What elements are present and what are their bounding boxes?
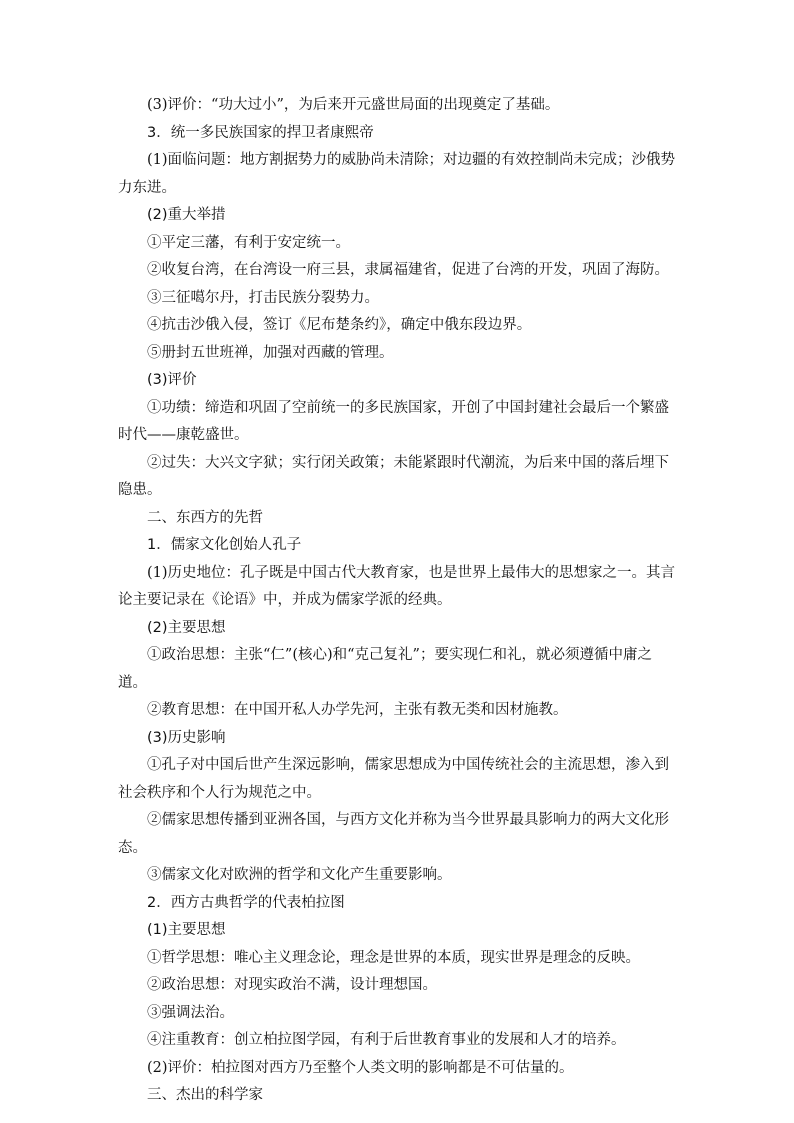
list-item-influence-2: ②儒家思想传播到亚洲各国，与西方文化并称为当今世界最具影响力的两大文化形态。 [118, 812, 669, 856]
subheading-major-measures: (2)重大举措 [147, 207, 226, 223]
list-item-politics: ②政治思想：对现实政治不满，设计理想国。 [147, 977, 437, 993]
subheading-evaluation-kangxi: (3)评价 [147, 372, 197, 388]
list-item-measure-2: ②收复台湾，在台湾设一府三县，隶属福建省，促进了台湾的开发，巩固了海防。 [147, 262, 669, 278]
section-heading-plato: 2．西方古典哲学的代表柏拉图 [147, 894, 345, 911]
list-item-influence-1: ①孔子对中国后世产生深远影响，儒家思想成为中国传统社会的主流思想，渗入到社会秩序和个人行为规范之中。 [118, 757, 669, 801]
paragraph-historical-status: (1)历史地位：孔子既是中国古代大教育家，也是世界上最伟大的思想家之一。其言论主要记录在《论语》中，并成为儒家学派的经典。 [118, 564, 676, 608]
document-page [118, 92, 678, 1110]
list-item-education-thought: ②教育思想：在中国开私人办学先河，主张有教无类和因材施教。 [147, 702, 568, 718]
section-heading-kangxi: 3．统一多民族国家的捍卫者康熙帝 [147, 124, 374, 141]
paragraph-evaluation-plato: (2)评价：柏拉图对西方乃至整个人类文明的影响都是不可估量的。 [147, 1059, 574, 1076]
list-item-fault: ②过失：大兴文字狱；实行闭关政策；未能紧跟时代潮流，为后来中国的落后埋下隐患。 [118, 454, 669, 498]
section-heading-scientists: 三、杰出的科学家 [147, 1087, 263, 1103]
list-item-measure-3: ③三征噶尔丹，打击民族分裂势力。 [147, 289, 379, 306]
list-item-philosophy: ①哲学思想：唯心主义理念论，理念是世界的本质，现实世界是理念的反映。 [147, 949, 640, 966]
paragraph-problems: (1)面临问题：地方割据势力的威胁尚未清除；对边疆的有效控制尚未完成；沙俄势力东进。 [118, 152, 676, 196]
list-item-measure-5: ⑤册封五世班禅，加强对西藏的管理。 [147, 344, 394, 361]
list-item-education: ④注重教育：创立柏拉图学园，有利于后世教育事业的发展和人才的培养。 [147, 1032, 626, 1048]
list-item-political-thought: ①政治思想：主张“仁”(核心)和“克己复礼”；要实现仁和礼，就必须遵循中庸之道。 [118, 647, 652, 691]
subheading-main-thought-plato: (1)主要思想 [147, 922, 226, 938]
list-item-measure-4: ④抗击沙俄入侵，签订《尼布楚条约》，确定中俄东段边界。 [147, 317, 532, 333]
subheading-historical-influence: (3)历史影响 [147, 729, 226, 746]
list-item-rule-of-law: ③强调法治。 [147, 1004, 234, 1021]
list-item-influence-3: ③儒家文化对欧洲的哲学和文化产生重要影响。 [147, 867, 452, 883]
section-heading-sages: 二、东西方的先哲 [147, 509, 263, 526]
section-heading-confucius: 1．儒家文化创始人孔子 [147, 537, 302, 553]
paragraph-evaluation-tang: (3)评价：“功大过小”，为后来开元盛世局面的出现奠定了基础。 [147, 97, 560, 113]
list-item-achievement: ①功绩：缔造和巩固了空前统一的多民族国家，开创了中国封建社会最后一个繁盛时代——康乾盛世。 [118, 399, 669, 443]
subheading-main-thought-confucius: (2)主要思想 [147, 619, 226, 636]
list-item-measure-1: ①平定三藩，有利于安定统一。 [147, 234, 350, 251]
